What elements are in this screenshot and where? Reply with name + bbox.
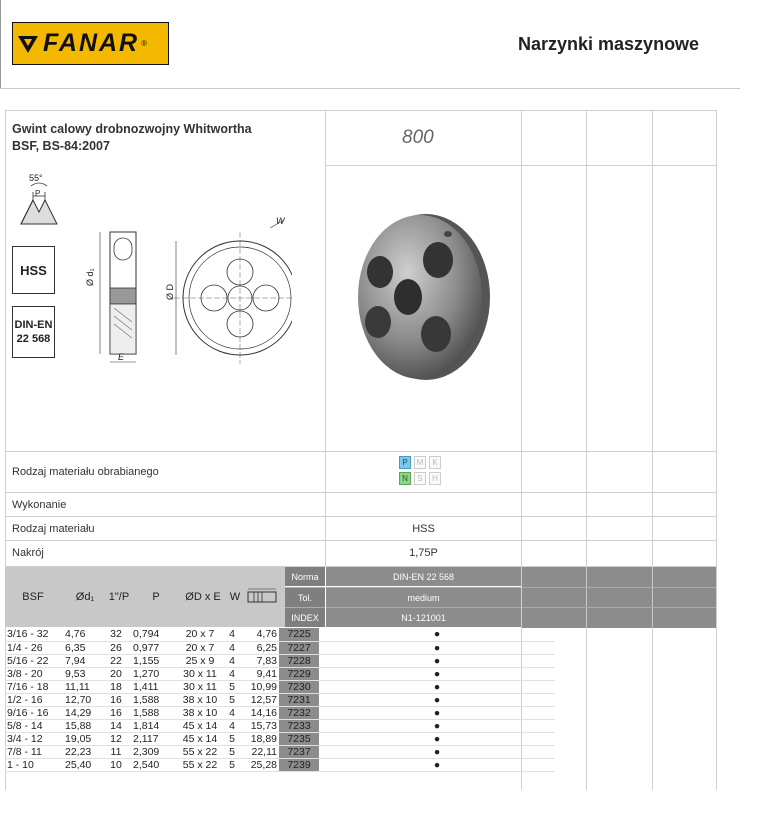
- meta-label-index: INDEX: [285, 607, 325, 627]
- cell-avail: ●: [433, 706, 441, 719]
- cell-index: 7227: [279, 641, 319, 654]
- cell-x: 12,57: [250, 693, 277, 706]
- cell-tpi: 20: [110, 667, 122, 680]
- cell-avail: ●: [433, 641, 441, 654]
- cell-bsf: 1/2 - 16: [7, 693, 43, 706]
- cell-de: 55 x 22: [182, 745, 218, 758]
- cell-d1: 6,35: [65, 641, 86, 654]
- meta-label-norma: Norma: [285, 567, 325, 586]
- cell-p: 1,155: [133, 654, 160, 667]
- col-header-de: ØD x E: [185, 591, 221, 603]
- cell-index: 7230: [279, 680, 319, 693]
- logo-mark-icon: [13, 23, 43, 64]
- material-group-m: M: [414, 456, 426, 469]
- cell-tpi: 18: [110, 680, 122, 693]
- meta-value-index: N1-121001: [326, 607, 521, 627]
- value-tool-material: HSS: [412, 523, 435, 535]
- cell-w: 5: [229, 758, 235, 771]
- cell-x: 22,11: [251, 745, 277, 758]
- cell-d1: 22,23: [65, 745, 92, 758]
- material-group-k: K: [429, 456, 441, 469]
- cell-index: 7237: [279, 745, 319, 758]
- cell-x: 4,76: [256, 628, 277, 641]
- brand-name: FANAR: [43, 29, 140, 57]
- hss-badge: HSS: [12, 246, 55, 294]
- product-code: 800: [402, 127, 434, 148]
- cell-x: 14,16: [250, 706, 277, 719]
- cell-de: 30 x 11: [183, 667, 217, 680]
- cell-w: 4: [229, 628, 235, 641]
- cell-w: 5: [229, 693, 235, 706]
- angle-label: 55°: [29, 173, 43, 183]
- product-title-line1: Gwint calowy drobnozwojny Whitwortha: [12, 122, 252, 136]
- cell-index: 7232: [279, 706, 319, 719]
- meta-empty-cols: [522, 567, 716, 628]
- cell-de: 38 x 10: [182, 706, 218, 719]
- cell-de: 55 x 22: [182, 758, 218, 771]
- w-label: W: [276, 216, 285, 226]
- cell-d1: 11,11: [65, 680, 90, 693]
- cell-de: 45 x 14: [182, 719, 218, 732]
- cell-tpi: 14: [110, 719, 122, 732]
- cell-x: 18,89: [250, 732, 277, 745]
- cell-de: 20 x 7: [185, 628, 215, 641]
- d-label: Ø D: [165, 283, 175, 300]
- brand-logo: [12, 22, 169, 65]
- cell-w: 4: [229, 719, 235, 732]
- cell-x: 25,28: [250, 758, 277, 771]
- cell-avail: ●: [433, 654, 441, 667]
- cell-x: 6,25: [256, 641, 277, 654]
- meta-label-tol: Tol.: [285, 587, 325, 607]
- size-table: [5, 628, 555, 772]
- cell-w: 4: [229, 641, 235, 654]
- label-chamfer: Nakrój: [12, 547, 44, 559]
- thread-angle-icon: [13, 174, 63, 237]
- col-header-w: W: [229, 591, 241, 603]
- header-divider: [0, 88, 740, 89]
- cell-avail: ●: [433, 680, 441, 693]
- material-group-n: N: [399, 472, 411, 485]
- cell-p: 1,588: [133, 693, 160, 706]
- thread-length-icon: [246, 586, 280, 613]
- cell-tpi: 12: [110, 732, 122, 745]
- cell-w: 5: [229, 745, 235, 758]
- cell-avail: ●: [433, 745, 441, 758]
- cell-bsf: 7/16 - 18: [7, 680, 49, 693]
- cell-index: 7225: [279, 628, 319, 641]
- cell-de: 30 x 11: [183, 680, 217, 693]
- cell-index: 7231: [279, 693, 319, 706]
- cell-bsf: 3/8 - 20: [7, 667, 43, 680]
- cell-x: 7,83: [256, 654, 277, 667]
- col-header-p: P: [152, 591, 160, 603]
- table-row: [5, 745, 555, 758]
- cell-tpi: 32: [110, 628, 122, 641]
- cell-w: 4: [229, 667, 235, 680]
- material-group-h: H: [429, 472, 441, 485]
- cell-bsf: 3/4 - 12: [7, 732, 43, 745]
- table-row: [5, 641, 555, 654]
- cell-tpi: 16: [110, 706, 122, 719]
- cell-avail: ●: [433, 719, 441, 732]
- cell-tpi: 22: [110, 654, 122, 667]
- table-row: [5, 719, 555, 732]
- table-row: [5, 706, 555, 719]
- cell-bsf: 9/16 - 16: [7, 706, 49, 719]
- din-badge-line2: 22 568: [16, 333, 51, 345]
- cell-p: 1,814: [133, 719, 160, 732]
- cell-d1: 7,94: [65, 654, 86, 667]
- d1-label: Ø d₁: [85, 268, 95, 286]
- col-header-tpi: 1"/P: [108, 591, 130, 603]
- meta-value-norma: DIN-EN 22 568: [326, 567, 521, 586]
- din-badge-line1: DIN-EN: [14, 319, 53, 331]
- cell-avail: ●: [433, 693, 441, 706]
- cell-bsf: 5/16 - 22: [7, 654, 49, 667]
- cell-d1: 19,05: [65, 732, 92, 745]
- cell-p: 1,411: [133, 680, 159, 693]
- cell-w: 5: [229, 680, 235, 693]
- cell-d1: 9,53: [65, 667, 86, 680]
- cell-index: 7239: [279, 758, 319, 771]
- col-header-bsf: BSF: [22, 591, 44, 603]
- cell-index: 7233: [279, 719, 319, 732]
- cell-x: 10,99: [250, 680, 277, 693]
- e-label: E: [118, 352, 125, 362]
- cell-index: 7229: [279, 667, 319, 680]
- label-execution: Wykonanie: [12, 499, 67, 511]
- cell-p: 2,540: [133, 758, 160, 771]
- cell-avail: ●: [433, 732, 441, 745]
- table-row: [5, 654, 555, 667]
- value-chamfer: 1,75P: [409, 547, 438, 559]
- cell-avail: ●: [433, 758, 441, 771]
- cell-de: 20 x 7: [185, 641, 215, 654]
- meta-row-index: [285, 607, 521, 628]
- cell-x: 15,73: [250, 719, 277, 732]
- cell-bsf: 5/8 - 14: [7, 719, 43, 732]
- cell-bsf: 3/16 - 32: [7, 628, 49, 641]
- cell-p: 0,977: [133, 641, 160, 654]
- table-row: [5, 732, 555, 745]
- meta-row-norma: [285, 567, 521, 587]
- cell-p: 1,588: [133, 706, 160, 719]
- cell-d1: 12,70: [65, 693, 92, 706]
- cell-p: 1,270: [133, 667, 160, 680]
- cell-d1: 25,40: [65, 758, 92, 771]
- table-row: [5, 693, 555, 706]
- product-title: [12, 121, 252, 155]
- cell-d1: 15,88: [65, 719, 92, 732]
- meta-row-tol: [285, 587, 521, 607]
- cell-tpi: 16: [110, 693, 122, 706]
- cell-p: 0,794: [133, 628, 160, 641]
- cell-d1: 4,76: [65, 628, 86, 641]
- table-row: [5, 628, 555, 641]
- die-photo: [346, 212, 496, 387]
- table-row: [5, 680, 555, 693]
- header-left-rule: [0, 0, 4, 89]
- meta-value-tol: medium: [326, 587, 521, 607]
- material-group-s: S: [414, 472, 426, 485]
- cell-d1: 14,29: [65, 706, 92, 719]
- cell-avail: ●: [433, 628, 441, 641]
- cell-avail: ●: [433, 667, 441, 680]
- cell-x: 9,41: [256, 667, 277, 680]
- table-row: [5, 667, 555, 680]
- brand-reg: ®: [141, 39, 148, 48]
- pitch-label: P: [35, 189, 41, 198]
- table-row: [5, 758, 555, 771]
- cell-de: 45 x 14: [182, 732, 218, 745]
- col-header-d1: Ød₁: [75, 591, 95, 603]
- cell-bsf: 7/8 - 11: [7, 745, 42, 758]
- din-badge: [12, 306, 55, 358]
- cell-tpi: 26: [110, 641, 122, 654]
- cell-tpi: 11: [110, 745, 122, 758]
- cell-tpi: 10: [110, 758, 122, 771]
- cell-p: 2,117: [133, 732, 159, 745]
- cell-index: 7228: [279, 654, 319, 667]
- cell-de: 38 x 10: [182, 693, 218, 706]
- product-title-line2: BSF, BS-84:2007: [12, 139, 110, 153]
- cell-p: 2,309: [133, 745, 160, 758]
- cell-w: 4: [229, 654, 235, 667]
- cell-index: 7235: [279, 732, 319, 745]
- label-tool-material: Rodzaj materiału: [12, 523, 95, 535]
- material-group-p: P: [399, 456, 411, 469]
- cell-w: 4: [229, 706, 235, 719]
- label-workpiece-material: Rodzaj materiału obrabianego: [12, 466, 159, 478]
- cell-bsf: 1 - 10: [7, 758, 34, 771]
- cell-bsf: 1/4 - 26: [7, 641, 43, 654]
- page-title: Narzynki maszynowe: [518, 34, 700, 54]
- cell-de: 25 x 9: [185, 654, 215, 667]
- cell-w: 5: [229, 732, 235, 745]
